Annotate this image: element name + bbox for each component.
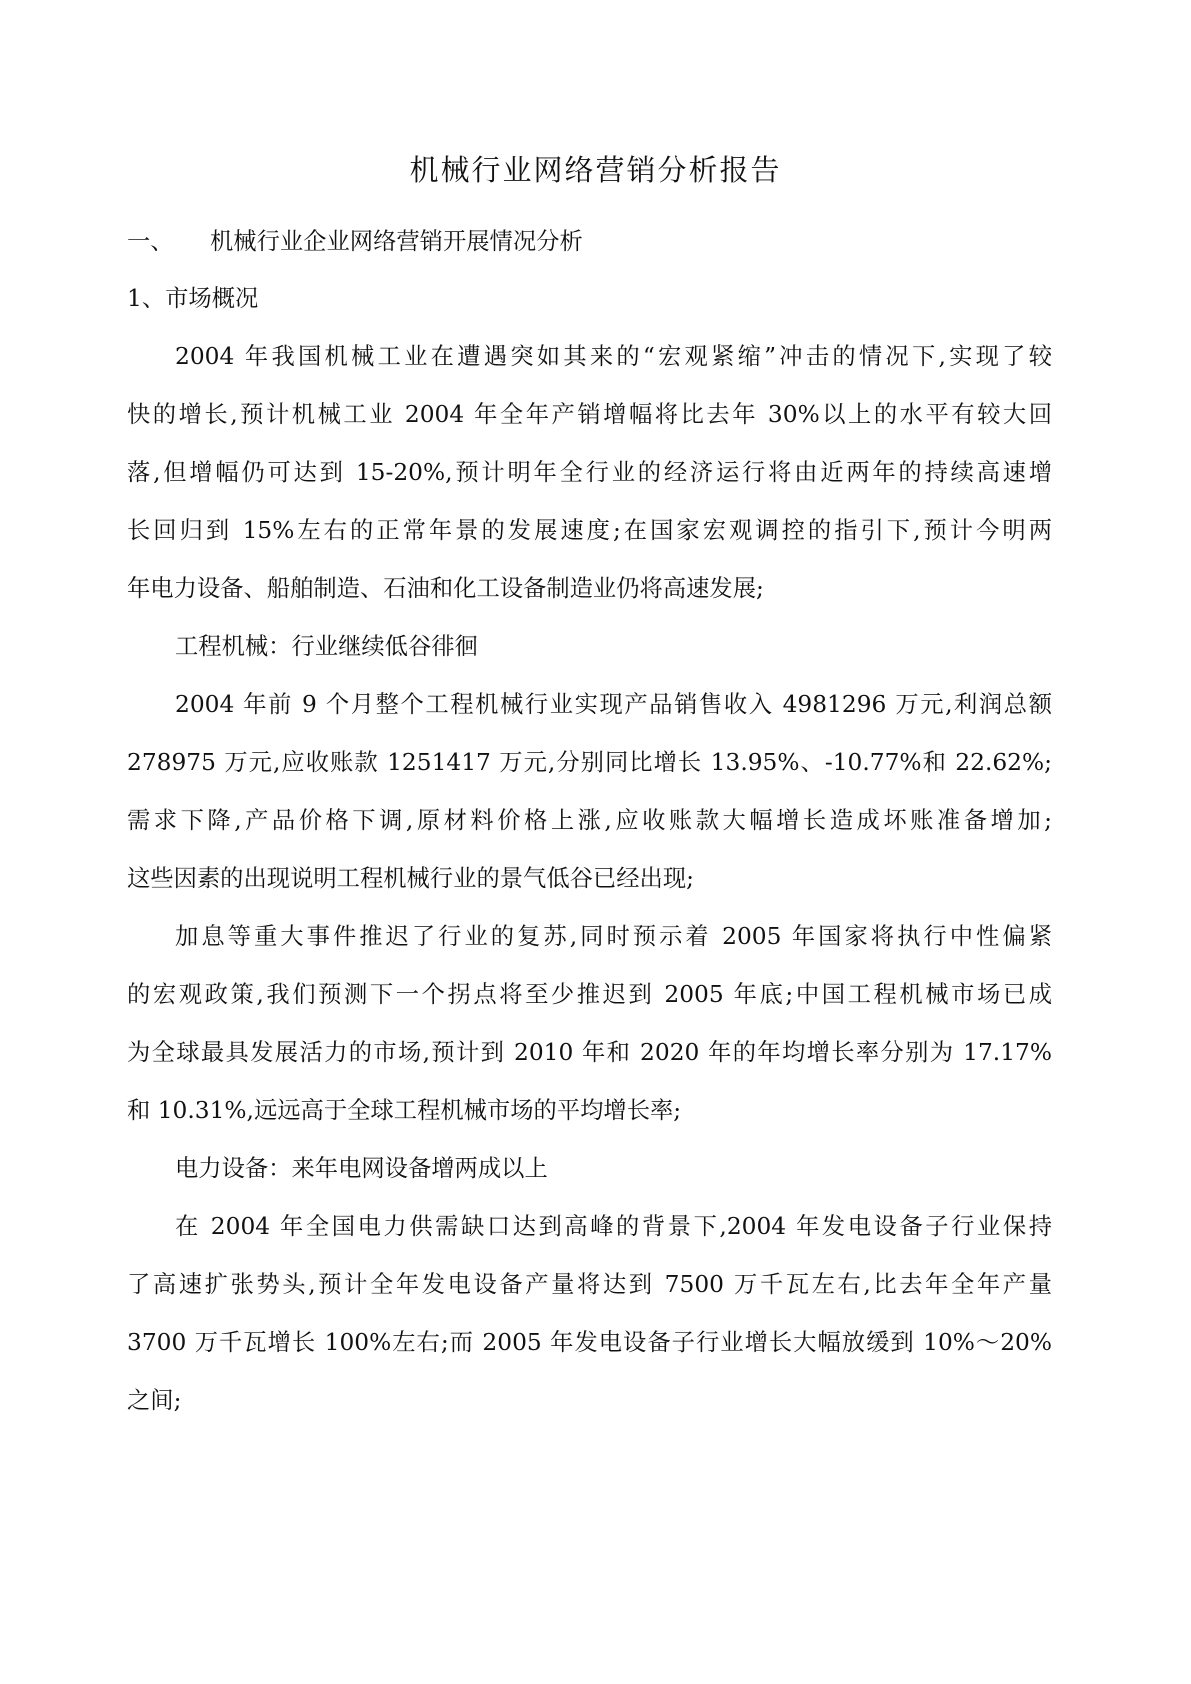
paragraph-line: 2004 年前 9 个月整个工程机械行业实现产品销售收入 4981296 万元,利润总额 <box>175 691 1052 718</box>
paragraph-line: 和 10.31%,远远高于全球工程机械市场的平均增长率; <box>127 1097 682 1124</box>
paragraph-line: 为全球最具发展活力的市场,预计到 2010 年和 2020 年的年均增长率分别为 17.17% <box>127 1039 1052 1066</box>
paragraph-line: 落,但增幅仍可达到 15-20%,预计明年全行业的经济运行将由近两年的持续高速增 <box>127 459 1052 486</box>
paragraph-line: 加息等重大事件推迟了行业的复苏,同时预示着 2005 年国家将执行中性偏紧 <box>175 923 1052 950</box>
section-number: 一、 <box>127 228 174 255</box>
industry-heading-engineering: 工程机械：行业继续低谷徘徊 <box>175 633 478 660</box>
subsection-heading: 1、市场概况 <box>127 285 259 312</box>
paragraph-line: 快的增长,预计机械工业 2004 年全年产销增幅将比去年 30%以上的水平有较大回 <box>127 401 1052 428</box>
industry-heading-power: 电力设备：来年电网设备增两成以上 <box>175 1155 548 1182</box>
paragraph-line: 之间; <box>127 1387 182 1414</box>
paragraph-line: 3700 万千瓦增长 100%左右;而 2005 年发电设备子行业增长大幅放缓到 10%～20% <box>127 1329 1052 1356</box>
section-heading: 机械行业企业网络营销开展情况分析 <box>210 228 583 255</box>
paragraph-line: 278975 万元,应收账款 1251417 万元,分别同比增长 13.95%、-10.77%和 22.62%; <box>127 749 1052 776</box>
paragraph-line: 在 2004 年全国电力供需缺口达到高峰的背景下,2004 年发电设备子行业保持 <box>175 1213 1052 1240</box>
paragraph-line: 的宏观政策,我们预测下一个拐点将至少推迟到 2005 年底;中国工程机械市场已成 <box>127 981 1052 1008</box>
paragraph-line: 了高速扩张势头,预计全年发电设备产量将达到 7500 万千瓦左右,比去年全年产量 <box>127 1271 1052 1298</box>
page-title: 机械行业网络营销分析报告 <box>409 153 782 187</box>
paragraph-line: 这些因素的出现说明工程机械行业的景气低谷已经出现; <box>127 865 694 892</box>
paragraph-line: 长回归到 15%左右的正常年景的发展速度;在国家宏观调控的指引下,预计今明两 <box>127 517 1052 544</box>
paragraph-line: 2004 年我国机械工业在遭遇突如其来的“宏观紧缩”冲击的情况下,实现了较 <box>175 343 1052 370</box>
paragraph-line: 需求下降,产品价格下调,原材料价格上涨,应收账款大幅增长造成坏账准备增加; <box>127 807 1052 834</box>
paragraph-line: 年电力设备、船舶制造、石油和化工设备制造业仍将高速发展; <box>127 575 764 602</box>
